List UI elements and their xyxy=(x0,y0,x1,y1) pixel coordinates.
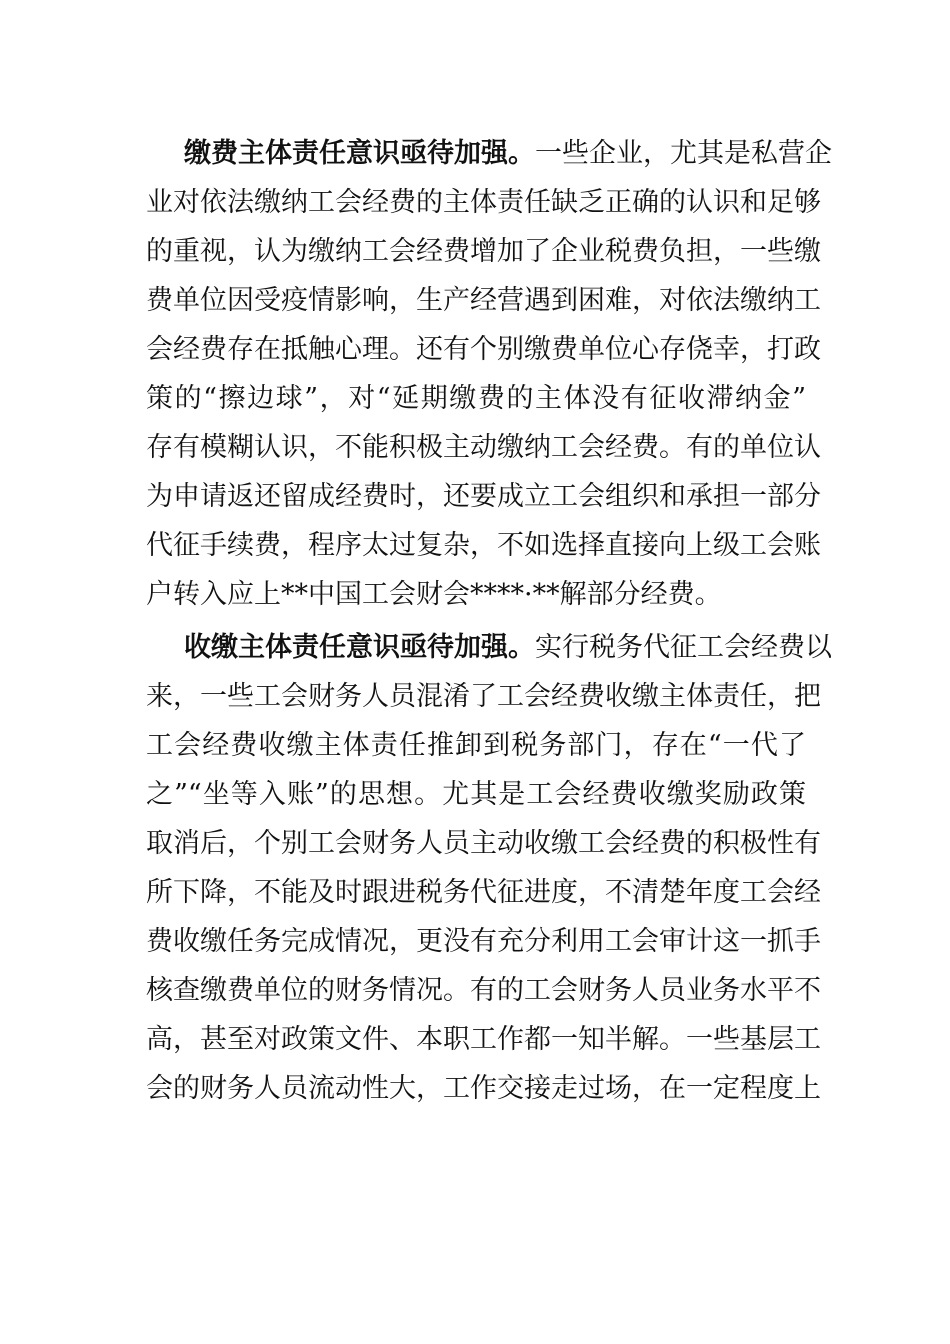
paragraph-2-heading: 收缴主体责任意识亟待加强。 xyxy=(184,632,535,663)
paragraph-2-line: 高，甚至对政策文件、本职工作都一知半解。一些基层工 xyxy=(146,1024,821,1055)
paragraph-2-line: 来，一些工会财务人员混淆了工会经费收缴主体责任，把 xyxy=(146,681,821,712)
paragraph-2-line: 所下降，不能及时跟进税务代征进度，不清楚年度工会经 xyxy=(146,877,821,908)
paragraph-1-heading: 缴费主体责任意识亟待加强。 xyxy=(184,138,535,169)
paragraph-2-line: 工会经费收缴主体责任推卸到税务部门，存在“一代了 xyxy=(146,730,806,761)
paragraph-2-line-1 xyxy=(184,628,832,668)
paragraph-1-line: 业对依法缴纳工会经费的主体责任缺乏正确的认识和足够 xyxy=(146,187,821,218)
paragraph-1-line: 会经费存在抵触心理。还有个别缴费单位心存侥幸，打政 xyxy=(146,334,821,365)
paragraph-2-line: 取消后，个别工会财务人员主动收缴工会经费的积极性有 xyxy=(146,828,821,859)
paragraph-1-line-1-text: 一些企业，尤其是私营企 xyxy=(535,138,832,169)
paragraph-2-line: 会的财务人员流动性大，工作交接走过场，在一定程度上 xyxy=(146,1073,821,1104)
paragraph-2-line-1-text: 实行税务代征工会经费以 xyxy=(535,632,832,663)
paragraph-1-line-1 xyxy=(184,134,832,174)
paragraph-1-line: 户转入应上**中国工会财会****·**解部分经费。 xyxy=(146,579,722,610)
paragraph-1-line: 代征手续费，程序太过复杂，不如选择直接向上级工会账 xyxy=(146,530,821,561)
paragraph-1-line: 费单位因受疫情影响，生产经营遇到困难，对依法缴纳工 xyxy=(146,285,821,316)
paragraph-1-line: 存有模糊认识，不能积极主动缴纳工会经费。有的单位认 xyxy=(146,432,821,463)
paragraph-2-line: 之”“坐等入账”的思想。尤其是工会经费收缴奖励政策 xyxy=(146,779,806,810)
paragraph-1-line: 的重视，认为缴纳工会经费增加了企业税费负担，一些缴 xyxy=(146,236,821,267)
paragraph-2-line: 核查缴费单位的财务情况。有的工会财务人员业务水平不 xyxy=(146,975,821,1006)
paragraph-1-line: 为申请返还留成经费时，还要成立工会组织和承担一部分 xyxy=(146,481,821,512)
paragraph-1-line: 策的“擦边球”，对“延期缴费的主体没有征收滞纳金” xyxy=(146,383,806,414)
paragraph-2-line: 费收缴任务完成情况，更没有充分利用工会审计这一抓手 xyxy=(146,926,821,957)
